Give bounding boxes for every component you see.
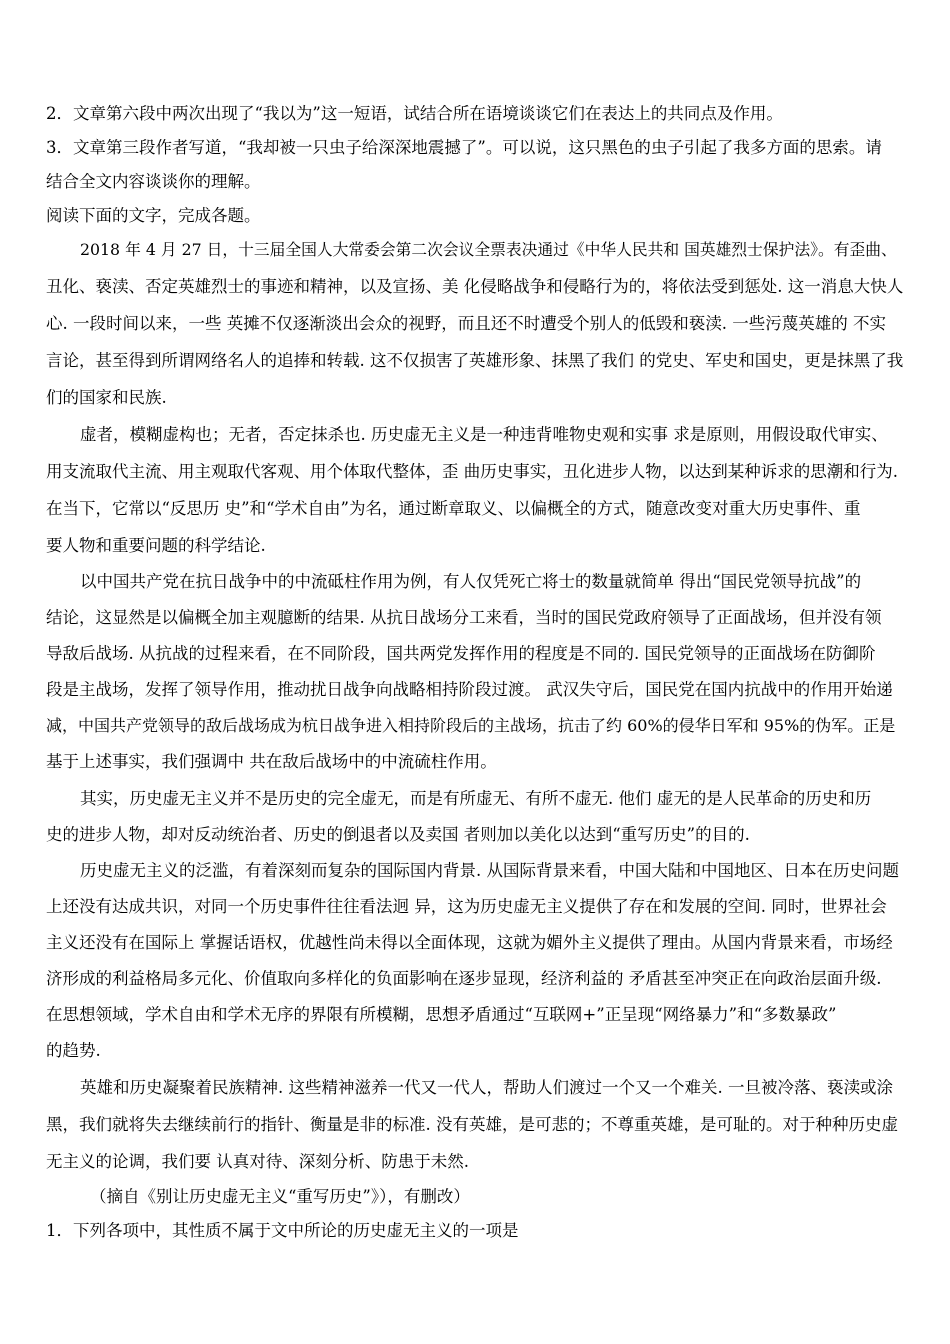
p3-line-6: 基于上述事实，我们强调中 共在敌后战场中的中流硫柱作用。 (46, 752, 497, 771)
p3-line-1: 以中国共产党在抗日战争中的中流砥柱作用为例，有人仅凭死亡将士的数量就简单 得出“国民党领导抗战”的 (80, 572, 862, 591)
p6-line-2: 黑，我们就将失去继续前行的指针、衡量是非的标准. 没有英雄，是可悲的；不尊重英雄，是可耻的。对于种种历史虚 (46, 1115, 898, 1134)
question-3-line-2: 结合全文内容谈谈你的理解。 (46, 172, 261, 191)
p6-line-3: 无主义的论调，我们要 认真对待、深刻分析、防患于未然. (46, 1152, 469, 1171)
question-3-line-1: 3．文章第三段作者写道，“我却被一只虫子给深深地震撼了”。可以说，这只黑色的虫子引起了我多方面的思索。请 (46, 138, 882, 157)
p3-line-5: 减，中国共产党领导的敌后战场成为杭日战争进入相持阶段后的主战场，抗击了约 60%的侵华日军和 95%的伪军。正是 (46, 716, 896, 735)
p1-line-2: 丑化、亵渎、否定英雄烈士的事迹和精神，以及宣扬、美 化侵略战争和侵略行为的，将依法受到惩处. 这一消息大快人 (46, 277, 904, 296)
p2-line-1: 虚者，模糊虚构也；无者，否定抹杀也. 历史虚无主义是一种违背唯物史观和实事 求是原则，用假设取代审实、 (80, 425, 888, 444)
p5-line-1: 历史虚无主义的泛滥，有着深刻而复杂的国际国内背景. 从国际背景来看，中国大陆和中国地区、日本在历史问题 (80, 861, 899, 880)
p3-line-3: 导敌后战场. 从抗战的过程来看，在不同阶段，国共两党发挥作用的程度是不同的. 国民党领导的正面战场在防御阶 (46, 644, 876, 663)
source-note: （摘自《别让历史虚无主义“重写历史”》），有删改） (90, 1187, 470, 1206)
p4-line-2: 史的进步人物，却对反动统治者、历史的倒退者以及卖国 者则加以美化以达到“重写历史”的目的. (46, 825, 750, 844)
p4-line-1: 其实，历史虚无主义并不是历史的完全虚无，而是有所虚无、有所不虚无. 他们 虚无的是人民革命的历史和历 (80, 789, 872, 808)
p3-line-4: 段是主战场，发挥了领导作用，推动扰日战争向战略相持阶段过渡。 武汉失守后，国民党在国内抗战中的作用开始递 (46, 680, 893, 699)
p5-line-3: 主义还没有在国际上 掌握话语权，优越性尚未得以全面体现，这就为媚外主义提供了理由。从国内背景来看，市场经 (46, 933, 893, 952)
p1-line-4: 言论，甚至得到所谓网络名人的追捧和转载. 这不仅损害了英雄形象、抹黑了我们 的党史、军史和国史，更是抹黑了我 (46, 351, 904, 370)
p2-line-2: 用支流取代主流、用主观取代客观、用个体取代整体，歪 曲历史事实，丑化进步人物，以达到某种诉求的思潮和行为. (46, 462, 898, 481)
p1-line-5: 们的国家和民族. (46, 388, 167, 407)
p5-line-5: 在思想领域，学术自由和学术无序的界限有所模糊，思想矛盾通过“互联网+”正呈现“网络暴力”和“多数暴政” (46, 1005, 837, 1024)
p2-line-4: 要人物和重要问题的科学结论. (46, 536, 266, 555)
p5-line-6: 的趋势. (46, 1041, 101, 1060)
question-1: 1．下列各项中，其性质不属于文中所论的历史虚无主义的一项是 (46, 1221, 519, 1240)
p1-line-3: 心. 一段时间以来，一些 英摊不仅逐渐淡出会众的视野，而且还不时遭受个别人的低毁和亵渎. 一些污蔑英雄的 不实 (46, 314, 886, 333)
question-2: 2．文章第六段中两次出现了“我以为”这一短语，试结合所在语境谈谈它们在表达上的共同点及作用。 (46, 104, 783, 123)
p3-line-2: 结论，这显然是以偏概全加主观臆断的结果. 从抗日战场分工来看，当时的国民党政府领导了正面战场，但并没有领 (46, 608, 882, 627)
p1-line-1: 2018 年 4 月 27 日，十三届全国人大常委会第二次会议全票表决通过《中华人民共和 国英雄烈士保护法》。有歪曲、 (80, 240, 897, 259)
p5-line-2: 上还没有达成共识，对同一个历史事件往往看法迥 异，这为历史虚无主义提供了存在和发展的空间. 同时，世界社会 (46, 897, 887, 916)
reading-instruction: 阅读下面的文字，完成各题。 (46, 206, 261, 225)
p2-line-3: 在当下，它常以“反思历 史”和“学术自由”为名，通过断章取义、以偏概全的方式，随意改变对重大历史事件、重 (46, 499, 861, 518)
p5-line-4: 济形成的利益格局多元化、价值取向多样化的负面影响在逐步显现，经济利益的 矛盾甚至冲突正在向政治层面升级. (46, 969, 882, 988)
p6-line-1: 英雄和历史凝聚着民族精神. 这些精神滋养一代又一代人，帮助人们渡过一个又一个难关. 一旦被冷落、亵渎或涂 (80, 1078, 893, 1097)
